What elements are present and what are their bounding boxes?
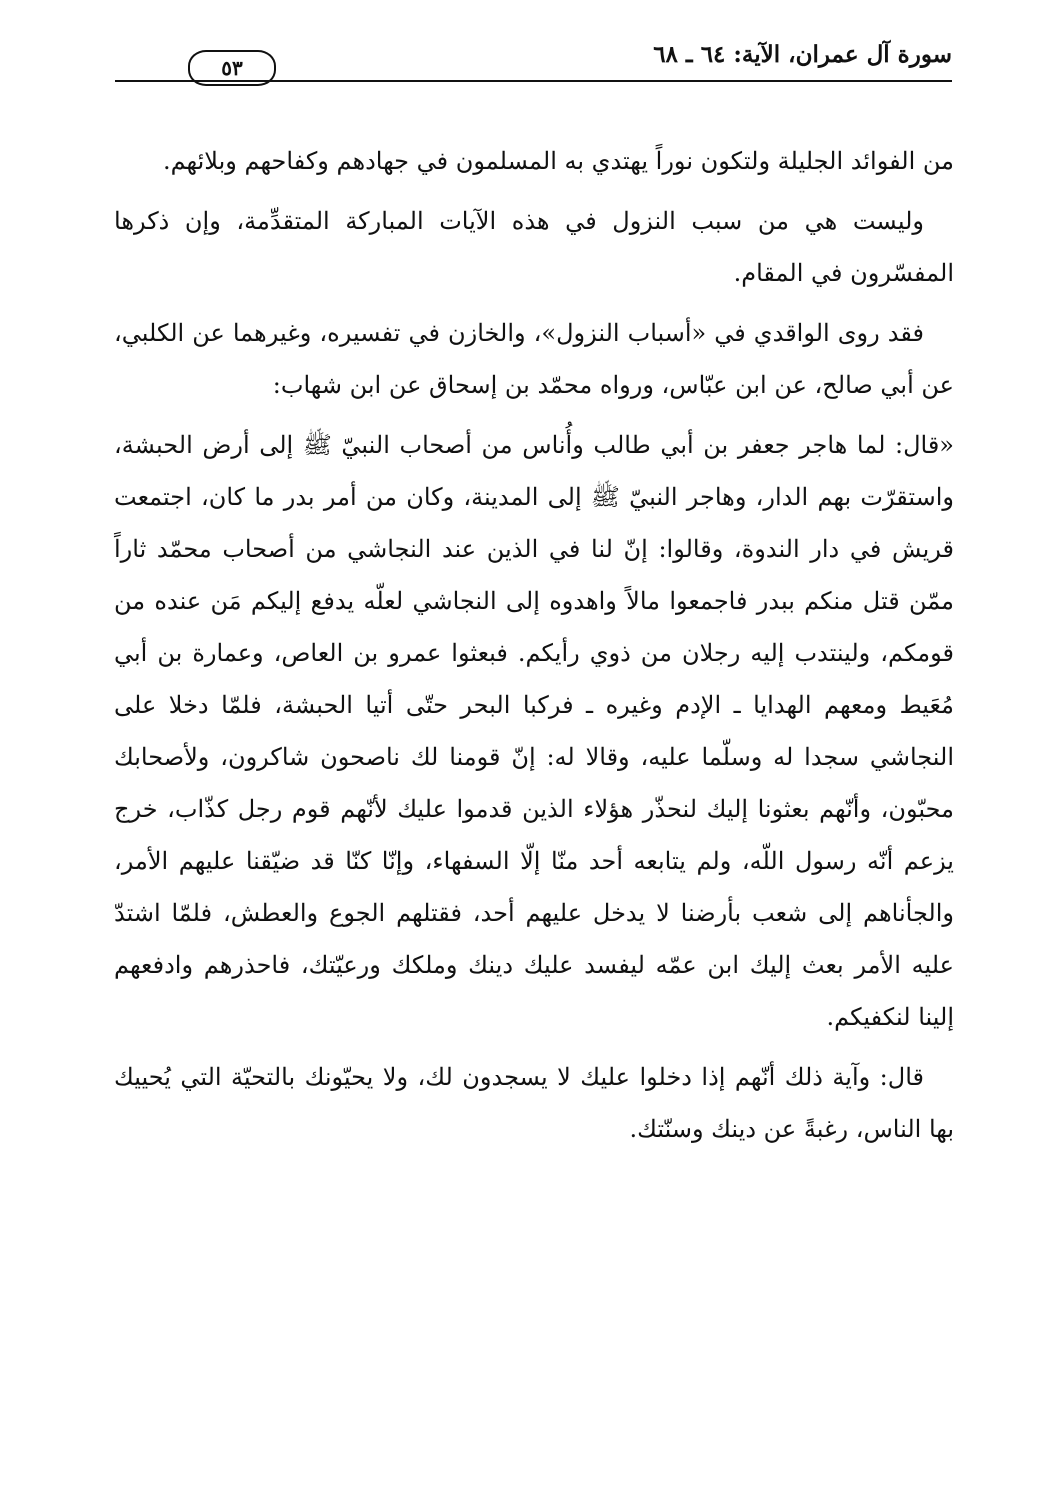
paragraph-quoted-report: «قال: لما هاجر جعفر بن أبي طالب وأُناس من أصحاب النبيّ ﷺ إلى أرض الحبشة، واستقرّت بهم الدار، وهاجر النبيّ ﷺ إلى المدينة، وكان من أمر بدر ما كان، اجتمعت قريش في دار الندوة، وقالوا: إنّ لنا في الذين عند النجاشي من أصحاب محمّد ثاراً ممّن قتل منكم ببدر فاجمعوا مالاً واهدوه إلى النجاشي لعلّه يدفع إليكم مَن عنده من قومكم، ولينتدب إليه رجلان من ذوي رأيكم. فبعثوا عمرو بن العاص، وعمارة بن أبي مُعَيط ومعهم الهدايا ـ الإدم وغيره ـ فركبا البحر حتّى أتيا الحبشة، فلمّا دخلا على النجاشي سجدا له وسلّما عليه، وقالا له: إنّ قومنا لك ناصحون شاكرون، ولأصحابك محبّون، وأنّهم بعثونا إليك لنحذّر هؤلاء الذين قدموا عليك لأنّهم قوم رجل كذّاب، خرج يزعم أنّه رسول اللّه، ولم يتابعه أحد منّا إلّا السفهاء، وإنّا كنّا قد ضيّقنا عليهم الأمر، والجأناهم إلى شعب بأرضنا لا يدخل عليهم أحد، فقتلهم الجوع والعطش، فلمّا اشتدّ عليه الأمر بعث إليك ابن عمّه ليفسد عليك دينك وملكك ورعيّتك، فاحذرهم وادفعهم إلينا لنكفيكم. xyxy=(114,431,954,1031)
page-number-badge: ٥٣ xyxy=(188,50,276,86)
paragraph-sign-statement: قال: وآية ذلك أنّهم إذا دخلوا عليك لا يسجدون لك، ولا يحيّونك بالتحيّة التي يُحييك بها الناس، رغبةً عن دينك وسنّتك. xyxy=(114,1063,954,1143)
running-title: سورة آل عمران، الآية: ٦٤ ـ ٦٨ xyxy=(653,41,952,68)
page-header xyxy=(115,36,952,86)
page-body xyxy=(114,135,954,1163)
paragraph-continuation: من الفوائد الجليلة ولتكون نوراً يهتدي به المسلمون في جهادهم وكفاحهم وبلائهم. xyxy=(162,147,954,175)
paragraph-narration-source: فقد روى الواقدي في «أسباب النزول»، والخازن في تفسيره، وغيرهما عن الكلبي، عن أبي صالح، عن ابن عبّاس، ورواه محمّد بن إسحاق عن ابن شهاب: xyxy=(114,319,954,399)
paragraph-revelation-note: وليست هي من سبب النزول في هذه الآيات المباركة المتقدِّمة، وإن ذكرها المفسّرون في المقام. xyxy=(114,207,954,287)
header-rule xyxy=(115,80,952,82)
